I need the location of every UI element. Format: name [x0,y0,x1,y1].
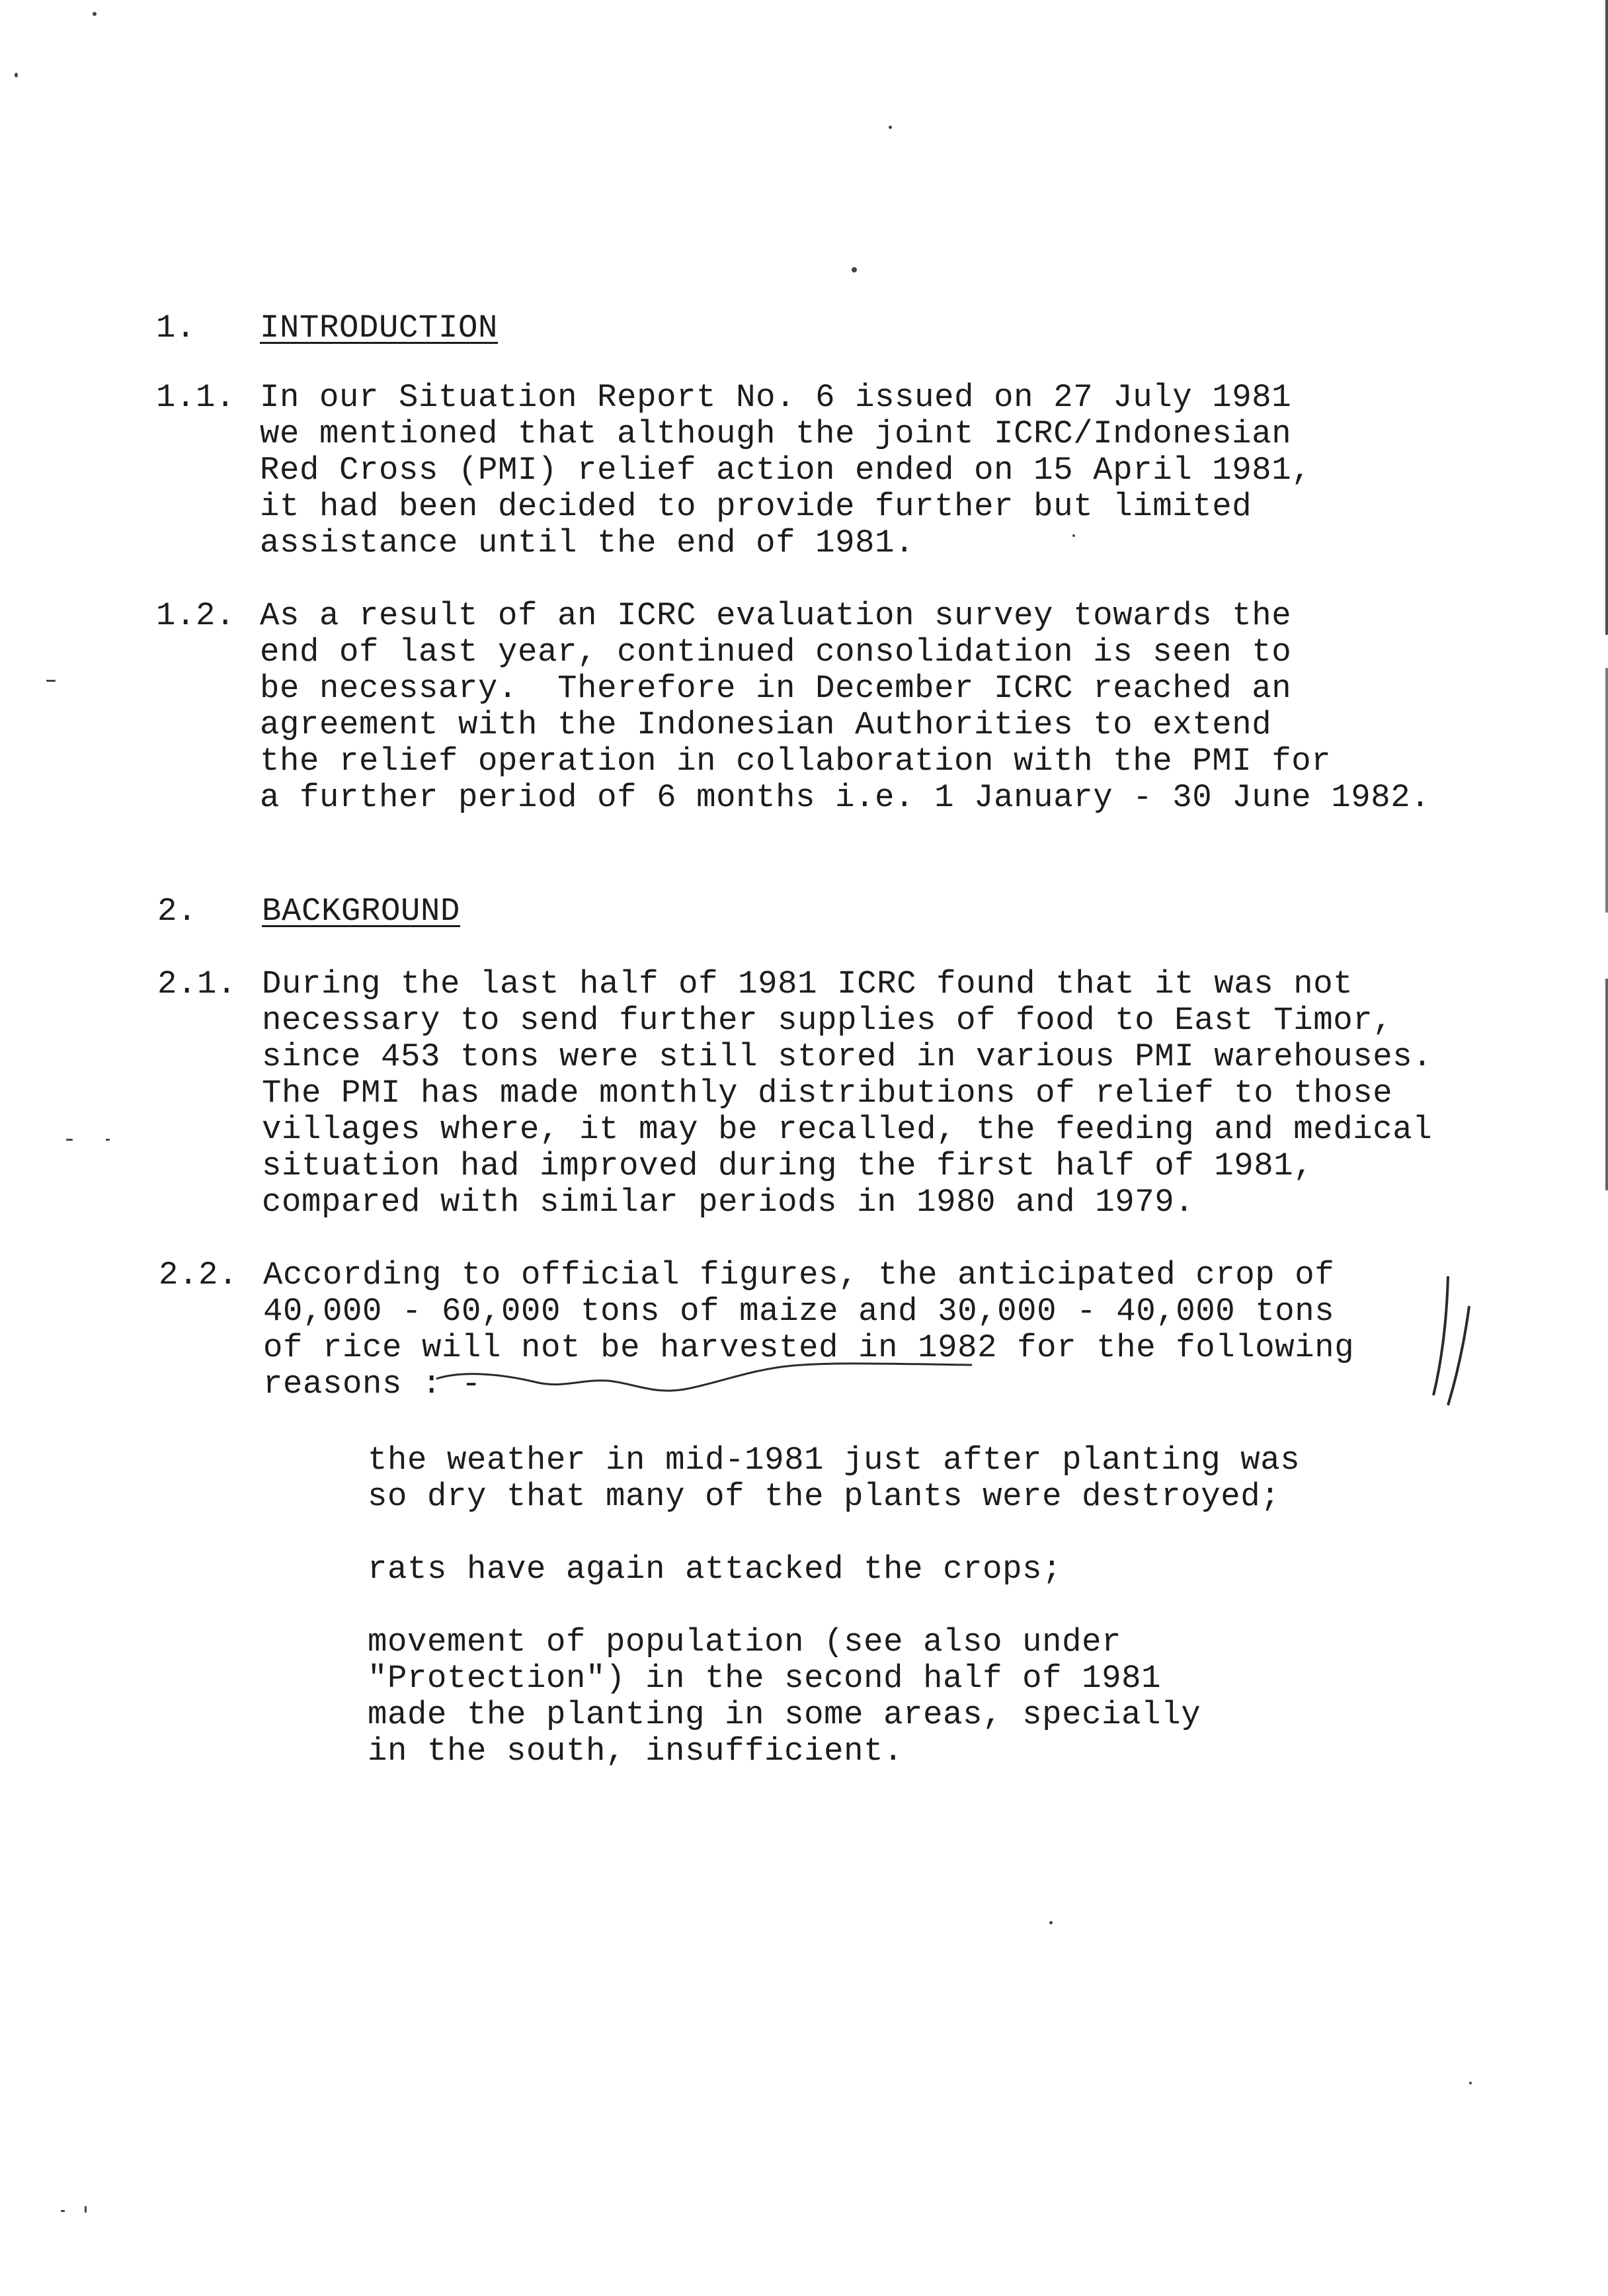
paragraph-2-2-line-1: According to official figures, the anticipated crop of [263,1256,1335,1293]
paragraph-1-1-line-2: we mentioned that although the joint ICRC/Indonesian [260,415,1292,452]
scan-speck [61,2210,65,2212]
paragraph-2-2-number: 2.2. [159,1256,239,1293]
section-1-heading: INTRODUCTION [260,309,499,347]
scan-speck [1469,2082,1472,2084]
scan-speck [66,1139,73,1141]
scan-speck [889,126,892,129]
paragraph-1-1-number: 1.1. [156,379,236,416]
section-2-heading: BACKGROUND [262,893,461,930]
margin-double-stroke-left [1433,1276,1448,1395]
scan-speck [85,2206,87,2213]
scan-speck [106,1139,110,1141]
paragraph-2-1-number: 2.1. [157,965,237,1003]
paragraph-2-2-line-2: 40,000 - 60,000 tons of maize and 30,000 - 40,000 tons [263,1293,1335,1330]
paragraph-2-1-line-3: since 453 tons were still stored in various PMI warehouses. [262,1038,1433,1075]
paragraph-1-2-line-1: As a result of an ICRC evaluation survey towards the [260,597,1292,634]
reason-3-line-2: "Protection") in the second half of 1981 [368,1660,1162,1697]
paragraph-1-2-line-6: a further period of 6 months i.e. 1 January - 30 June 1982. [260,779,1431,816]
scan-speck [46,680,56,682]
scan-edge-rule [1605,668,1608,913]
paragraph-1-1-line-3: Red Cross (PMI) relief action ended on 15 April 1981, [260,452,1312,489]
paragraph-2-2-line-3: of rice will not be harvested in 1982 for the following [263,1329,1355,1366]
reason-3-line-1: movement of population (see also under [368,1623,1122,1660]
paragraph-1-2-line-5: the relief operation in collaboration with the PMI for [260,743,1332,780]
paragraph-1-1-line-5: assistance until the end of 1981. [260,524,915,561]
reason-3-line-3: made the planting in some areas, specially [368,1696,1201,1733]
paragraph-1-1-line-4: it had been decided to provide further but limited [260,488,1252,525]
paragraph-1-2-line-2: end of last year, continued consolidation is seen to [260,634,1292,671]
paragraph-2-1-line-6: situation had improved during the first half of 1981, [262,1147,1314,1184]
wavy-underline-mark [436,1364,972,1391]
scan-speck [1049,1921,1053,1924]
scan-speck [15,73,18,77]
margin-double-stroke-right [1448,1306,1469,1405]
scan-edge-rule [1605,979,1608,1190]
paragraph-2-2-line-4: reasons : - [263,1366,482,1403]
section-1-number: 1. [156,309,196,347]
reason-1-line-2: so dry that many of the plants were destroyed; [368,1478,1281,1515]
section-2-number: 2. [157,893,198,930]
reason-3-line-4: in the south, insufficient. [368,1733,904,1770]
paragraph-1-2-number: 1.2. [156,597,236,634]
scan-edge-rule [1605,0,1608,635]
scan-speck [1072,534,1075,537]
paragraph-2-1-line-4: The PMI has made monthly distributions of relief to those [262,1075,1393,1112]
reason-1-line-1: the weather in mid-1981 just after planting was [368,1442,1301,1479]
scan-speck [852,267,857,272]
paragraph-1-2-line-3: be necessary. Therefore in December ICRC reached an [260,670,1292,707]
paragraph-2-1-line-5: villages where, it may be recalled, the feeding and medical [262,1111,1433,1148]
paragraph-2-1-line-1: During the last half of 1981 ICRC found that it was not [262,965,1353,1003]
paragraph-1-2-line-4: agreement with the Indonesian Authorities to extend [260,706,1272,743]
reason-2-line-1: rats have again attacked the crops; [368,1551,1063,1588]
paragraph-2-1-line-2: necessary to send further supplies of food to East Timor, [262,1002,1393,1039]
paragraph-1-1-line-1: In our Situation Report No. 6 issued on 27 July 1981 [260,379,1292,416]
scan-speck [93,12,97,16]
paragraph-2-1-line-7: compared with similar periods in 1980 and 1979. [262,1184,1195,1221]
